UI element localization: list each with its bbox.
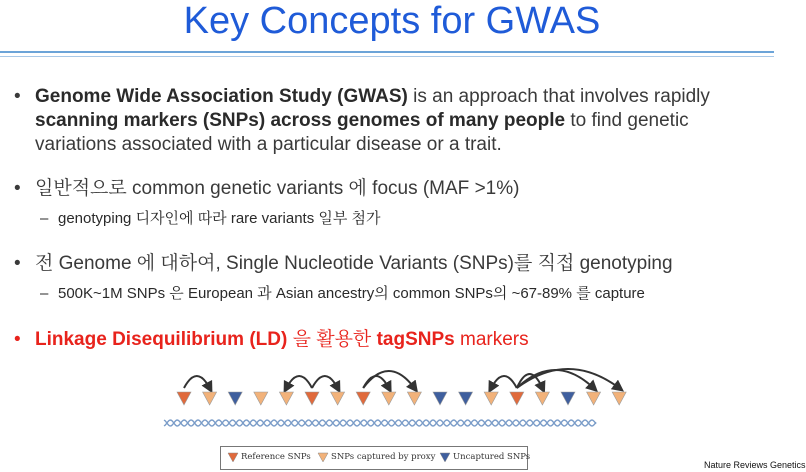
reference-snp-marker xyxy=(305,392,319,405)
ld-arrows xyxy=(184,369,619,388)
figure-legend xyxy=(220,446,531,470)
ld-arrow xyxy=(517,370,594,388)
title-divider-thin xyxy=(0,56,774,57)
ld-arrow xyxy=(312,376,338,388)
reference-snp-icon xyxy=(227,451,239,463)
dash: – xyxy=(40,210,49,227)
legend-proxy-label: SNPs captured by proxy xyxy=(331,452,436,462)
figure-source-caption: Nature Reviews Genetics xyxy=(704,460,806,470)
ld-arrow xyxy=(491,376,517,388)
uncaptured-snp-marker xyxy=(459,392,473,405)
proxy-snp-marker xyxy=(382,392,396,405)
uncaptured-snp-marker xyxy=(561,392,575,405)
proxy-snp-marker xyxy=(203,392,217,405)
title-divider xyxy=(0,51,774,53)
bullet-dot: • xyxy=(14,253,21,274)
proxy-snp-marker xyxy=(407,392,421,405)
ld-text-2: markers xyxy=(454,329,529,350)
ld-text-1: 을 활용한 xyxy=(287,329,377,350)
uncaptured-snp-icon xyxy=(439,451,451,463)
snp-capture-text: 500K~1M SNPs 은 European 과 Asian ancestry의 common SNPs의 ~67-89% 를 capture xyxy=(58,285,645,302)
proxy-snp-icon xyxy=(317,451,329,463)
uncaptured-snp-marker xyxy=(433,392,447,405)
proxy-snp-marker xyxy=(587,392,601,405)
gwas-text-2: to find genetic xyxy=(565,110,689,131)
ld-arrow xyxy=(363,371,414,388)
ld-arrow xyxy=(286,376,312,388)
dna-strand xyxy=(164,420,596,426)
bold-gwas-term: Genome Wide Association Study (GWAS) xyxy=(35,86,408,107)
reference-snp-marker xyxy=(177,392,191,405)
proxy-snp-marker xyxy=(535,392,549,405)
bold-ld-term: Linkage Disequilibrium (LD) xyxy=(35,329,288,350)
bold-tagsnps: tagSNPs xyxy=(376,329,455,350)
genome-genotyping-text: 전 Genome 에 대하여, Single Nucleotide Variants (SNPs)를 직접 genotyping xyxy=(35,253,673,274)
common-variants-text: 일반적으로 common genetic variants 에 focus (MAF >1%) xyxy=(35,178,520,199)
proxy-snp-marker xyxy=(612,392,626,405)
reference-snp-marker xyxy=(356,392,370,405)
gwas-text-1: is an approach that involves rapidly xyxy=(407,86,710,107)
ld-arrow xyxy=(184,376,210,388)
bullet-dot: • xyxy=(14,178,21,199)
bullet-dot: • xyxy=(14,329,21,350)
proxy-snp-marker xyxy=(484,392,498,405)
reference-snp-marker xyxy=(510,392,524,405)
proxy-snp-marker xyxy=(279,392,293,405)
proxy-snp-marker xyxy=(331,392,345,405)
gwas-text-3: variations associated with a particular disease or a trait. xyxy=(35,134,502,155)
snp-markers xyxy=(177,392,626,405)
rare-variants-text: genotyping 디자인에 따라 rare variants 일부 첨가 xyxy=(58,210,381,227)
uncaptured-snp-marker xyxy=(228,392,242,405)
bold-scanning-markers: scanning markers (SNPs) across genomes of many people xyxy=(35,110,566,131)
bullet-dot: • xyxy=(14,86,21,107)
proxy-snp-marker xyxy=(254,392,268,405)
legend-reference-label: Reference SNPs xyxy=(241,452,311,462)
page-title: Key Concepts for GWAS xyxy=(183,0,601,42)
dash: – xyxy=(40,285,49,302)
legend-uncaptured-label: Uncaptured SNPs xyxy=(453,452,531,462)
